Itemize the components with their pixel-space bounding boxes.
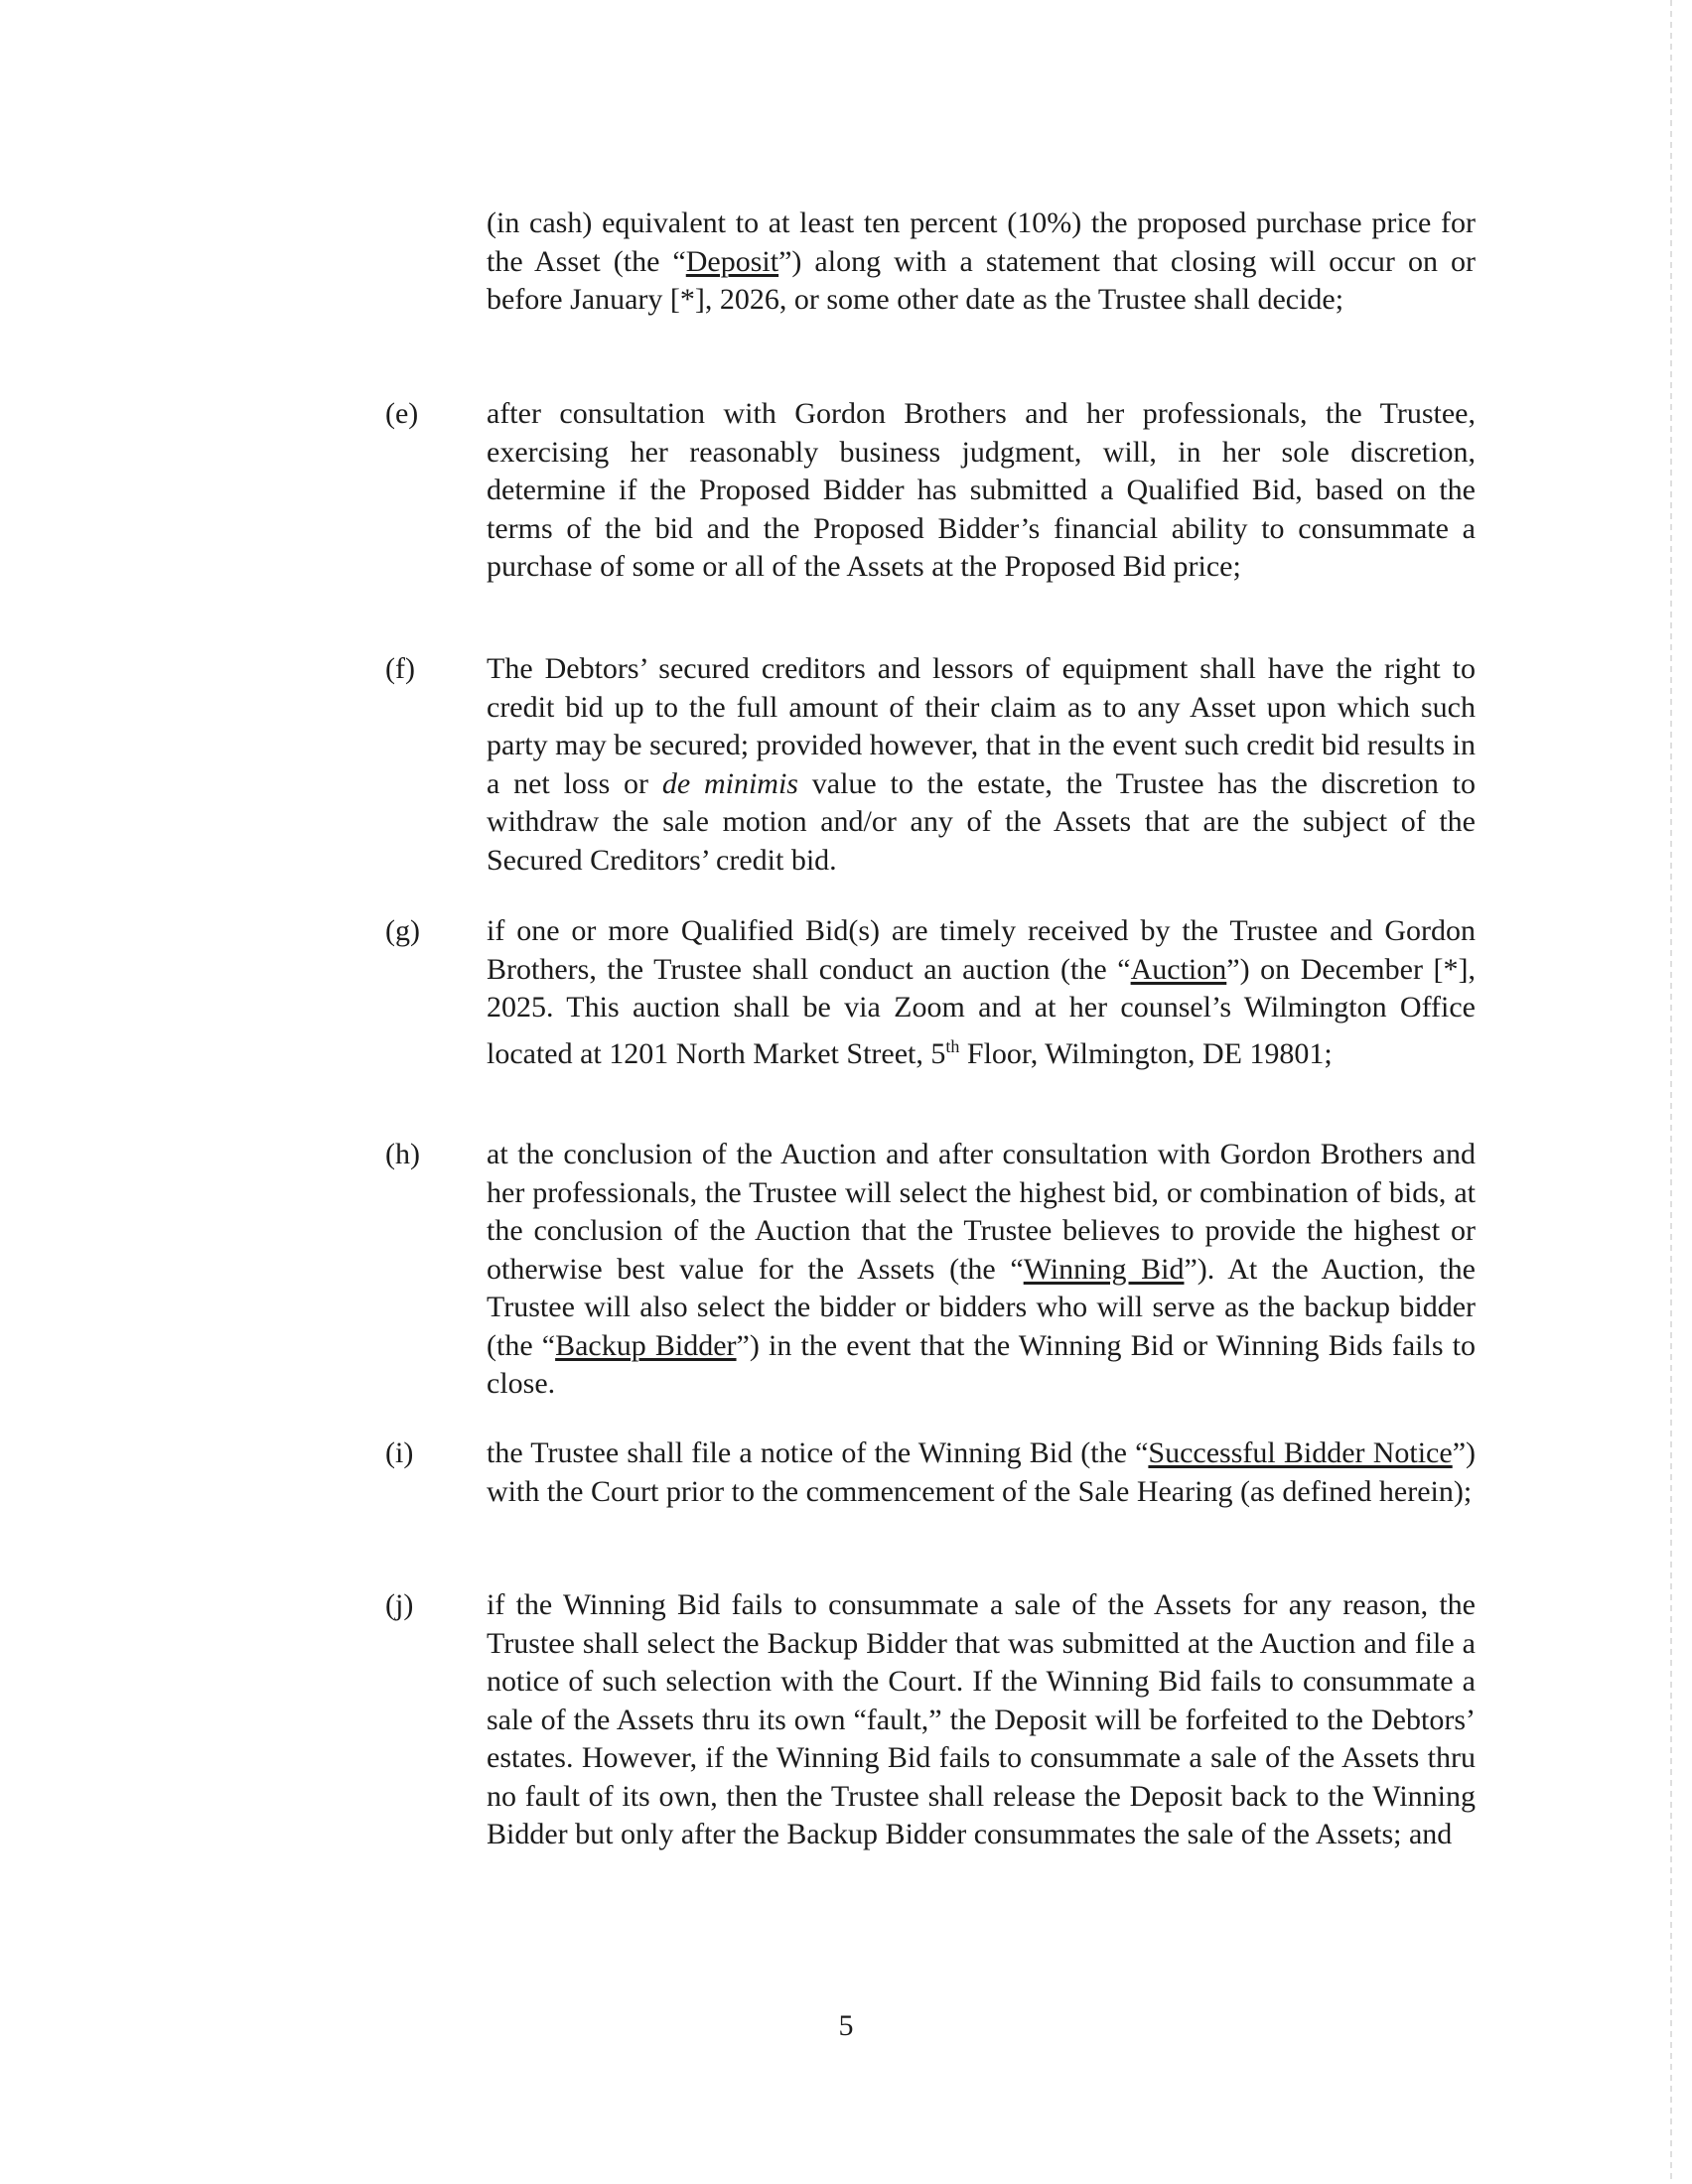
item-h-text-2: ”). At the Auction, the Trustee will also select the bidder or bidders who will serve as the backup bidder (the “ [487, 1252, 1476, 1362]
item-g-text-3: Floor, Wilmington, DE 19801; [959, 1036, 1333, 1070]
item-h-text-3: ”) in the event that the Winning Bid or Winning Bids fails to close. [487, 1328, 1476, 1400]
italic-term-de-minimis: de minimis [661, 766, 798, 800]
defined-term-deposit: Deposit [685, 244, 779, 278]
item-f-text-2: value to the estate, the Trustee has the discretion to withdraw the sale motion and/or any of the Assets that are the subject of the Secured Creditors’ credit bid. [487, 766, 1477, 877]
item-text-e: after consultation with Gordon Brothers and her professionals, the Trustee, exercising her reasonably business judgment, will, in her sole discretion, determine if the Proposed Bidder has submitted a Qualified Bid, based on the terms of the bid and the Proposed Bidder’s financial ability to consummate a purchase of some or all of the Assets at the Proposed Bid price; [487, 397, 1476, 583]
continuation-text-1: (in cash) equivalent to at least ten percent (10%) the proposed purchase price for the Asset (the “ [487, 206, 1476, 278]
page-number: 5 [838, 2009, 854, 2042]
item-f-text-1: The Debtors’ secured creditors and lessors of equipment shall have the right to credit bid up to the full amount of their claim as to any Asset upon which such party may be secured; provided however, that in the event such credit bid results in a net loss or [487, 652, 1476, 800]
item-i-text-1: the Trustee shall file a notice of the Winning Bid (the “ [487, 1436, 1149, 1469]
scan-edge-line [1670, 0, 1672, 2184]
item-g-text-2: ”) on December [*], 2025. This auction shall be via Zoom and at her counsel’s Wilmington Office located at 1201 North Market Street, 5 [487, 952, 1476, 1070]
defined-term-backup-bidder: Backup Bidder [555, 1328, 737, 1362]
item-h-text-1: at the conclusion of the Auction and after consultation with Gordon Brothers and her professionals, the Trustee will select the highest bid, or combination of bids, at the conclusion of the Auction that the Trustee believes to provide the highest or otherwise best value for the Assets (the “ [487, 1138, 1476, 1286]
defined-term-successful-bidder-notice: Successful Bidder Notice [1148, 1436, 1453, 1469]
continuation-paragraph [487, 205, 1476, 320]
item-text-h [487, 1136, 1476, 1404]
item-label-g: (g) [385, 914, 420, 947]
continuation-text-2: ”) along with a statement that closing will occur on or before January [*], 2026, or some other date as the Trustee shall decide; [487, 244, 1476, 316]
item-label-j: (j) [385, 1588, 414, 1621]
item-g-text-1: if one or more Qualified Bid(s) are timely received by the Trustee and Gordon Brothers, the Trustee shall conduct an auction (the “ [487, 914, 1476, 986]
item-text-j: if the Winning Bid fails to consummate a sale of the Assets for any reason, the Trustee shall select the Backup Bidder that was submitted at the Auction and file a notice of such selection with the Court. If the Winning Bid fails to consummate a sale of the Assets thru its own “fault,” the Deposit will be forfeited to the Debtors’ estates. However, if the Winning Bid fails to consummate a sale of the Assets thru no fault of its own, then the Trustee shall release the Deposit back to the Winning Bidder but only after the Backup Bidder consummates the sale of the Assets; and [487, 1588, 1476, 1850]
defined-term-winning-bid: Winning Bid [1023, 1252, 1185, 1286]
item-label-h: (h) [385, 1138, 420, 1170]
item-text-g [487, 912, 1476, 1073]
item-text-i [487, 1434, 1476, 1511]
item-text-f [487, 650, 1476, 880]
superscript-th: th [945, 1035, 960, 1056]
defined-term-auction: Auction [1130, 952, 1227, 986]
item-label-f: (f) [385, 652, 415, 685]
item-label-e: (e) [385, 397, 419, 430]
item-label-i: (i) [385, 1436, 414, 1469]
item-i-text-2: ”) with the Court prior to the commencement of the Sale Hearing (as defined herein); [487, 1436, 1476, 1508]
